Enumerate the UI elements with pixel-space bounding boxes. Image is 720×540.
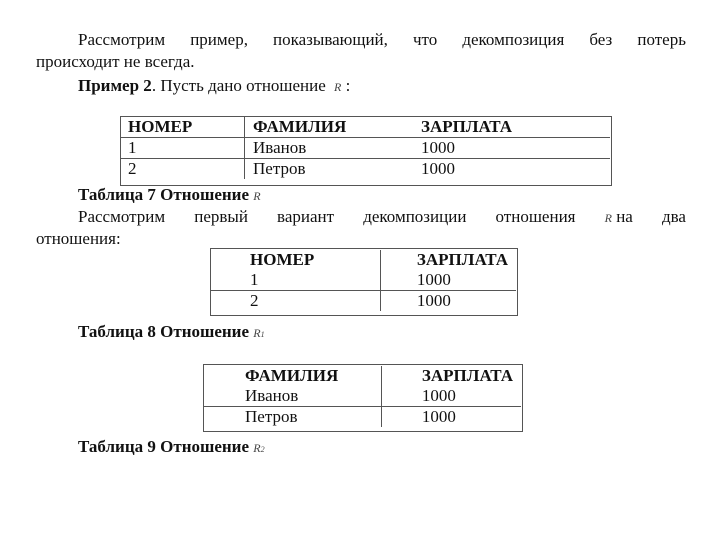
caption-table-8 xyxy=(78,322,265,345)
table-cell: 1000 xyxy=(421,138,455,157)
intro-word: Рассмотрим xyxy=(78,30,166,49)
colon: : xyxy=(345,76,351,95)
intro-word: что xyxy=(412,30,438,49)
intro-line-2: происходит не всегда. xyxy=(36,52,195,71)
example-text: . Пусть дано отношение xyxy=(151,76,326,95)
table-cell: 1000 xyxy=(421,159,455,178)
table-cell: Петров xyxy=(203,407,381,428)
para-word: на xyxy=(616,207,633,226)
table-7-frame xyxy=(120,116,612,186)
table-cell: 1000 xyxy=(416,291,451,310)
intro-line-1 xyxy=(36,30,686,50)
intro-word: потерь xyxy=(637,30,686,49)
table-cell: 1000 xyxy=(421,386,456,405)
para2-line-1 xyxy=(78,207,686,228)
para-word: первый xyxy=(194,207,248,226)
table-cell: Иванов xyxy=(203,386,381,407)
caption-var-sub: 1 xyxy=(260,330,265,339)
table-cell: Петров xyxy=(253,159,306,178)
intro-word: пример, xyxy=(190,30,248,49)
para-word: вариант xyxy=(277,207,335,226)
table-9-frame xyxy=(203,364,523,432)
table-cell: 1000 xyxy=(416,270,451,289)
caption-var-letter: R xyxy=(253,326,261,340)
table-header: ФАМИЛИЯ xyxy=(253,117,347,136)
table-header: ФАМИЛИЯ xyxy=(203,366,381,386)
table-header: НОМЕР xyxy=(120,117,245,138)
table-cell: 1 xyxy=(210,270,380,291)
caption-var: R xyxy=(253,189,261,203)
caption-table-7 xyxy=(78,185,261,206)
caption-var-letter: R xyxy=(253,441,261,455)
para-word: декомпозиции xyxy=(363,207,467,226)
table-header: НОМЕР xyxy=(210,250,380,270)
para-var-group xyxy=(605,207,633,228)
example-line xyxy=(78,76,350,97)
table-cell: 1 xyxy=(120,138,245,159)
caption-var xyxy=(253,441,264,455)
table-header: ЗАРПЛАТА xyxy=(421,366,513,385)
caption-text: Таблица 7 Отношение xyxy=(78,185,250,204)
caption-var xyxy=(253,326,264,340)
table-cell: 1000 xyxy=(421,407,456,426)
para-word: отношения xyxy=(495,207,576,226)
caption-text: Таблица 9 Отношение xyxy=(78,437,250,456)
para-word: Рассмотрим xyxy=(78,207,166,226)
para2-line-2: отношения: xyxy=(36,229,121,248)
relation-symbol: R xyxy=(334,80,342,94)
caption-table-9 xyxy=(78,437,265,460)
intro-word: без xyxy=(589,30,613,49)
para-var: R xyxy=(604,211,612,225)
example-label: Пример 2 xyxy=(78,76,152,95)
table-cell: Иванов xyxy=(253,138,307,157)
table-cell: 2 xyxy=(210,291,380,312)
intro-word: декомпозиция xyxy=(462,30,565,49)
caption-text: Таблица 8 Отношение xyxy=(78,322,250,341)
intro-word: показывающий, xyxy=(273,30,388,49)
table-header: ЗАРПЛАТА xyxy=(416,250,508,269)
table-8-frame xyxy=(210,248,518,316)
caption-var-sub: 2 xyxy=(260,445,265,454)
para-word: два xyxy=(661,207,686,226)
table-header: ЗАРПЛАТА xyxy=(421,117,513,136)
table-cell: 2 xyxy=(120,159,245,180)
